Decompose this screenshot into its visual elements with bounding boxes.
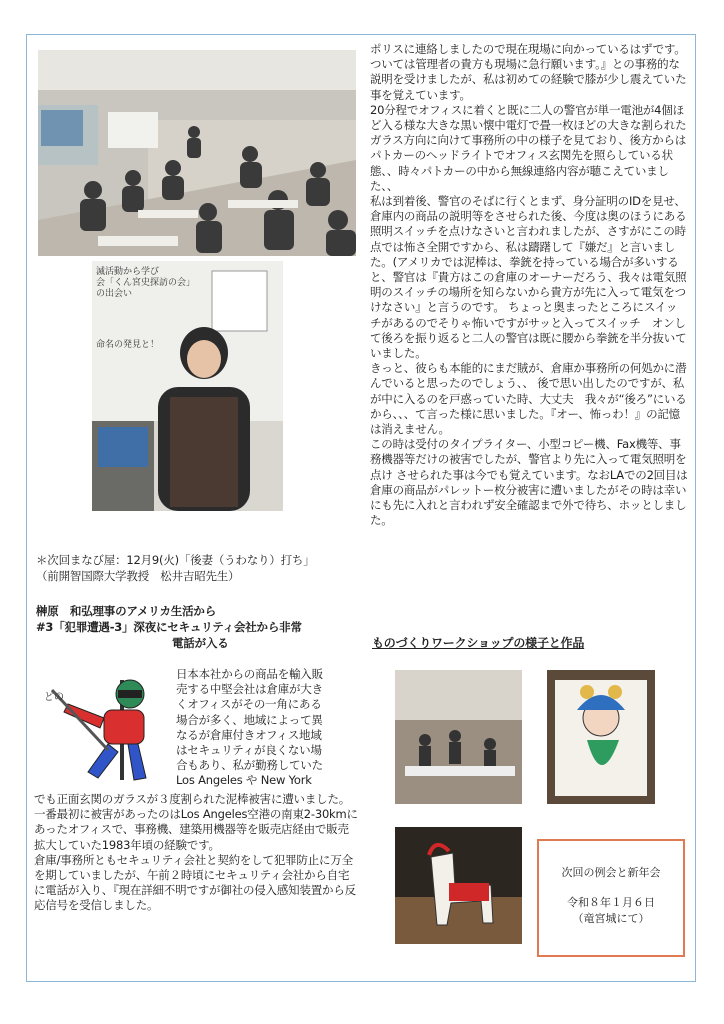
notice-title: 次回の例会と新年会 — [561, 866, 661, 879]
next-meeting-notice — [537, 839, 685, 957]
whiteboard-line: 会「くん宮史探訪の会」 — [96, 278, 196, 288]
intro-line: はセキュリティが良くない場 — [176, 743, 322, 758]
intro-line: 合もあり、私が勤務していた — [176, 758, 323, 773]
intro-line: 売する中堅会社は倉庫が大き — [176, 682, 323, 697]
svg-text:どの: どの — [44, 692, 64, 703]
intro-line: 日本本社からの商品を輸入販 — [176, 667, 323, 681]
right-paragraph: この時は受付のタイプライター、小型コピー機、Fax機等、事務機器等だけの被害でしたが、警官より先に入って電気照明を点け させられた事は今でも覚えています。なおLAでの2回目は倉庫の商品がパレットー枚分被害に遭いましたがその時は幸いにも先に入れと言われず安全確認まで外で待ち、ホッとしました。 — [370, 437, 688, 528]
article-title-line2: #3「犯罪遭遇-3」深夜にセキュリティ会社から非常 — [36, 620, 302, 634]
intro-line: Los Angeles や New York — [176, 773, 312, 788]
notice-venue: （竜宮城にて） — [572, 912, 650, 925]
intro-line: くオフィスがその一角にある — [176, 697, 322, 712]
anime-artwork-photo — [547, 670, 655, 804]
workshop-room-photo — [395, 670, 522, 804]
right-paragraph: 私は到着後、警官のそばに行くとまず、身分証明のIDを見せ、倉庫内の商品の説明等をさせられた後、今度は奥のほうにある照明スイッチを点けなさいと言われましたが、さすがにこの時点では怖さ全開ですから、私は躊躇して『嫌だ』と言いました。(アメリカでは泥棒は、拳銃を持っている場合が多いすると、警官は『貴方はこの倉庫のオーナーだろう、我々は電気照明のスイッチの場所を知らないから貴方が先に入って電気をつけなさい』と言うのです。 ちょっと奥まったところにスイッチがあるのでそりゃ怖いですがサッと入ってスイッチ オンして後ろを振り返ると二人の警官は既に腰から拳銃を半分抜いていました。 — [370, 194, 687, 361]
speaker-photo — [92, 261, 283, 511]
whiteboard-line: の出会い — [96, 289, 133, 299]
body-paragraph: 一番最初に被害があったのはLos Angeles空港の南東2-30kmにあったオフィスで、事務機、建築用機器等を販売店経由で販売拡大していた1983年頃の経験です。 — [34, 807, 358, 852]
article-title-line1: 榊原 和弘理事のアメリカ生活から — [36, 604, 216, 618]
right-paragraph: きっと、彼らも本能的にまだ賊が、倉庫か事務所の何処かに潜んでいると思ったのでしょう、、 後で思い出したのですが、私が中に入るのを戸惑っていた時、大丈夫 我々が“後ろ”にいるから、、、て言った様に思いました。『オー、怖っわ！』の記憶は消えません。 — [370, 361, 687, 437]
notice-date: 令和８年１月６日 — [567, 896, 655, 909]
right-paragraph: ついては管理者の貴方も現場に急行願います。』との事務的な説明を受けましたが、私は初めての経験で膝が少し震えていた事を覚えています。 — [370, 57, 687, 102]
workshop-heading: ものづくりワークショップの様子と作品 — [372, 636, 585, 650]
body-paragraph: 倉庫/事務所ともセキュリティ会社と契約をして犯罪防止に万全を期していましたが、午前２時頃にセキュリティ会社から自宅に電話が入り、『現在詳細不明ですが御社の侵入感知装置から反応信号を受信しました。 — [34, 852, 356, 913]
body-paragraph: でも正面玄関のガラスが３度割られた泥棒被害に遭いました。 — [34, 792, 351, 806]
right-paragraph: ポリスに連絡しましたので現在現場に向かっているはずです。 — [370, 42, 686, 56]
classroom-photo — [38, 50, 356, 256]
whiteboard-line: 滅活動から学び — [96, 267, 160, 277]
right-paragraph: 20分程でオフィスに着くと既に二人の警官が単一電池が4個ほど入る様な大きな黒い懐中電灯で畳一枚ほどの大きな割られたガラス方向に向けて事務所の中の様子を見ており、後方からはパトカーのヘッドライトでオフィス玄関先を照らしている状態、、時々パトカーの中から無線連絡内容が聴こえていました、、 — [370, 102, 687, 193]
intro-line: なるが倉庫付きオフィス地域 — [176, 727, 322, 742]
right-column-text — [370, 42, 688, 529]
article-title-line3: 電話が入る — [172, 636, 229, 650]
horse-craft-photo — [395, 827, 522, 944]
intro-line: 場合が多く、地域によって異 — [176, 712, 323, 727]
next-event-line2: （前開智国際大学教授 松井吉昭先生） — [36, 569, 240, 583]
whiteboard-line: 命名の発見と！ — [96, 340, 160, 350]
next-event-line1: ＊次回まなび屋：12月9(火)「後妻（うわなり）打ち」 — [36, 553, 315, 567]
thief-cartoon — [38, 660, 164, 790]
